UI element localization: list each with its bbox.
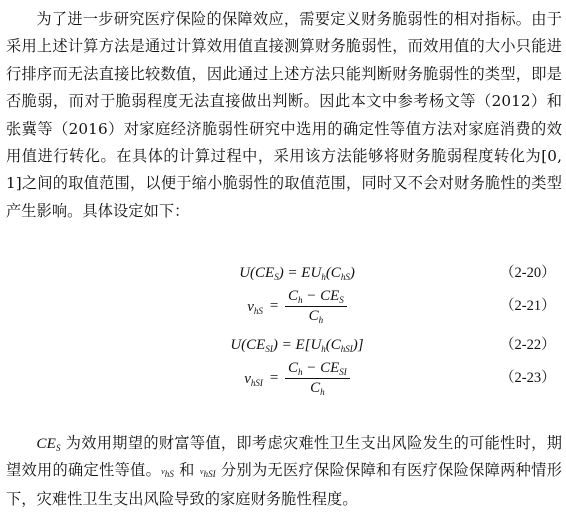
equation-2-22 <box>0 330 566 360</box>
equation-number: （2-21） <box>500 298 556 314</box>
equation-body: $v_{hSI}$ = $\frac{C_h - CE_{SI}}{C_h}$ <box>192 360 402 397</box>
fraction: $\frac{C_h - CE_S}{C_h}$ <box>285 288 347 325</box>
symbol-v-hsi: vhSI <box>199 467 216 480</box>
equation-number: （2-20） <box>500 265 556 281</box>
equation-number: （2-23） <box>500 370 556 386</box>
paragraph-definitions: $CE_S$ 为效用期望的财富等值，即考虑灾难性卫生支出风险发生的可能性时，期望效用的确定性等值。vhS 和 vhSI 分别为无医疗保险保障和有医疗保险保障两种情形下，灾难性卫生支出风险导致的家庭财务脆性程度。 <box>6 434 562 508</box>
symbol-ce: $CE_S$ <box>36 435 61 453</box>
symbol-v-hs: vhS <box>161 467 174 480</box>
equation-body: $U(CE_{SI}) = E[U_h(C_{hSI})]$ <box>230 337 364 354</box>
fraction: $\frac{C_h - CE_{SI}}{C_h}$ <box>285 360 350 397</box>
equation-number: （2-22） <box>500 337 556 353</box>
equation-2-21 <box>0 286 566 326</box>
paragraph-intro: 为了进一步研究医疗保险的保障效应，需要定义财务脆弱性的相对指标。由于采用上述计算方法是通过计算效用值直接测算财务脆弱性，而效用值的大小只能进行排序而无法直接比较数值，因此通过上述方法只能判断财务脆弱性的类型，即是否脆弱，而对于脆弱程度无法直接做出判断。因此本文中参考杨文等（2012）和张冀等（2016）对家庭经济脆弱性研究中选用的确定性等值方法对家庭消费的效用值进行转化。在具体的计算过程中，采用该方法能够将财务脆弱程度转化为[0, 1]之间的取值范围，以便于缩小脆弱性的取值范围，同时又不会对财务脆性的类型产生影响。具体设定如下： <box>6 10 562 220</box>
equation-body: $v_{hS}$ = $\frac{C_h - CE_S}{C_h}$ <box>192 288 402 325</box>
equation-2-20 <box>0 258 566 288</box>
equation-2-23 <box>0 358 566 398</box>
equation-body: $U(CE_S) = EU_h(C_{hS})$ <box>239 265 355 282</box>
